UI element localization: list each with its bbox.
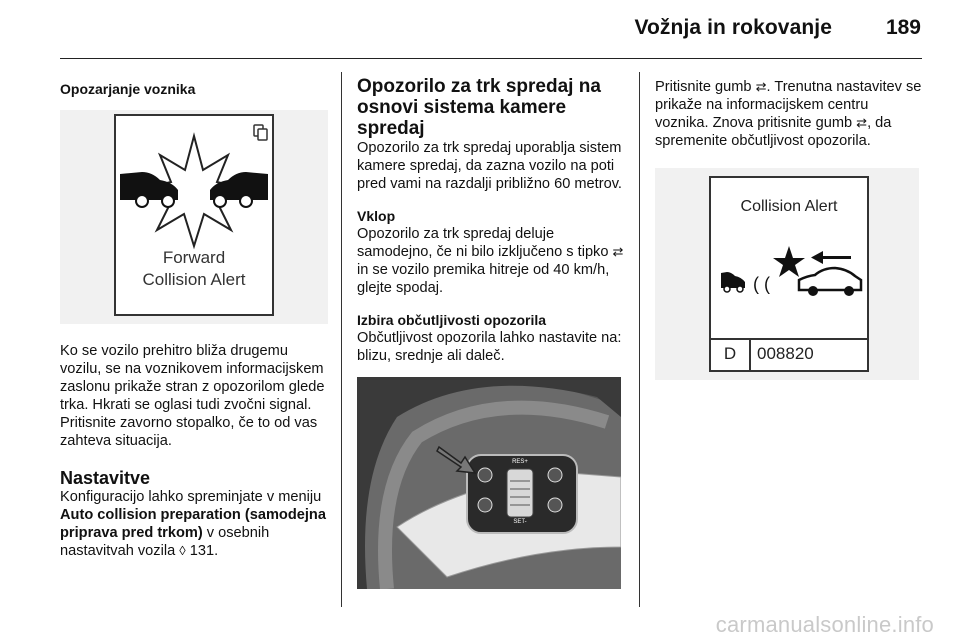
set-label: SET- xyxy=(513,519,527,525)
own-car-icon xyxy=(721,272,745,292)
steering-wheel-figure xyxy=(357,377,621,589)
paragraph-6-end: , da spremenite občutljivost opozorila. xyxy=(655,115,892,149)
fca-button xyxy=(478,468,492,482)
forward-collision-alert-figure xyxy=(60,110,328,324)
settings-heading: Nastavitve xyxy=(60,468,151,488)
page-reference-icon: ◊ xyxy=(179,543,186,558)
res-label: RES+ xyxy=(512,459,528,465)
header-divider xyxy=(60,58,922,59)
display-code-separator xyxy=(749,338,751,372)
paragraph-3: Opozorilo za trk spredaj uporablja sistem kamere spredaj, da zazna vozilo na poti pred vami na razdalji približno 60 metrov. xyxy=(357,140,622,192)
figure1-line2: Collision Alert xyxy=(142,270,246,289)
paragraph-6-mid: . Trenutna nastavitev se prikaže na informacijskem centru voznika. Znova pritisnite gumb xyxy=(655,79,922,131)
column-3 xyxy=(655,72,925,380)
fca-button-icon: ⇄ xyxy=(612,244,624,259)
page-header-title: Vožnja in rokovanje xyxy=(634,16,832,39)
paragraph-4-end: in se vozilo premika hitreje od 40 km/h, glejte spodaj. xyxy=(357,262,610,296)
display-divider xyxy=(711,338,867,340)
display-frame xyxy=(709,176,869,372)
paragraph-4 xyxy=(357,225,627,297)
fca-button-icon: ⇄ xyxy=(755,79,767,94)
sensitivity-heading: Izbira občutljivosti opozorila xyxy=(357,312,547,328)
paragraph-2 xyxy=(60,488,332,560)
figure1-line1: Forward xyxy=(162,248,226,267)
paragraph-1: Ko se vozilo prehitro bliža drugemu vozilu, se na voznikovem informacijskem zaslonu prikaže stran z opozorilom glede trka. Hkrati se oglasi tudi zvočni signal. Pritisnite zavorno stopalko, če to od vas zahteva situacija. xyxy=(60,343,325,449)
paragraph-5: Občutljivost opozorila lahko nastavite na: blizu, srednje ali daleč. xyxy=(357,330,622,364)
page-reference[interactable]: 131. xyxy=(185,543,219,559)
display-graphic xyxy=(711,242,867,312)
fca-button-icon: ⇄ xyxy=(856,115,868,130)
column-divider-1 xyxy=(341,72,342,607)
paragraph-4-start: Opozorilo za trk spredaj deluje samodejno, če ni bilo izključeno s tipko xyxy=(357,226,613,260)
collision-alert-display-figure xyxy=(655,168,919,380)
activation-heading: Vklop xyxy=(357,208,396,224)
column-divider-2 xyxy=(639,72,640,607)
column-2 xyxy=(357,72,627,589)
display-code-letter: D xyxy=(723,344,737,363)
paragraph-2-start: Konfiguracijo lahko spreminjate v meniju xyxy=(60,489,322,505)
column-1 xyxy=(60,72,332,560)
steering-wheel-graphic xyxy=(357,377,621,589)
camera-warning-heading: Opozorilo za trk spredaj na osnovi sistema kamere spredaj xyxy=(357,76,601,139)
sensitivity-waves-icon: ( ( xyxy=(753,274,770,294)
display-code-value: 008820 xyxy=(757,344,814,363)
paragraph-6-start: Pritisnite gumb xyxy=(655,79,756,95)
car-ahead-icon xyxy=(799,268,861,296)
display-title: Collision Alert xyxy=(740,198,838,215)
menu-name: Auto collision preparation (samodejna priprava pred trkom) xyxy=(60,507,326,541)
paragraph-6 xyxy=(655,78,925,150)
alert-star-icon xyxy=(773,246,805,277)
figure-graphic xyxy=(60,110,328,324)
footer-watermark[interactable]: carmanualsonline.info xyxy=(715,612,934,637)
approach-arrow-icon xyxy=(811,251,851,264)
section-label: Opozarjanje voznika xyxy=(60,81,196,97)
paragraph-2-mid: v osebnih nastavitvah vozila xyxy=(60,525,270,559)
page-number: 189 xyxy=(885,16,921,39)
